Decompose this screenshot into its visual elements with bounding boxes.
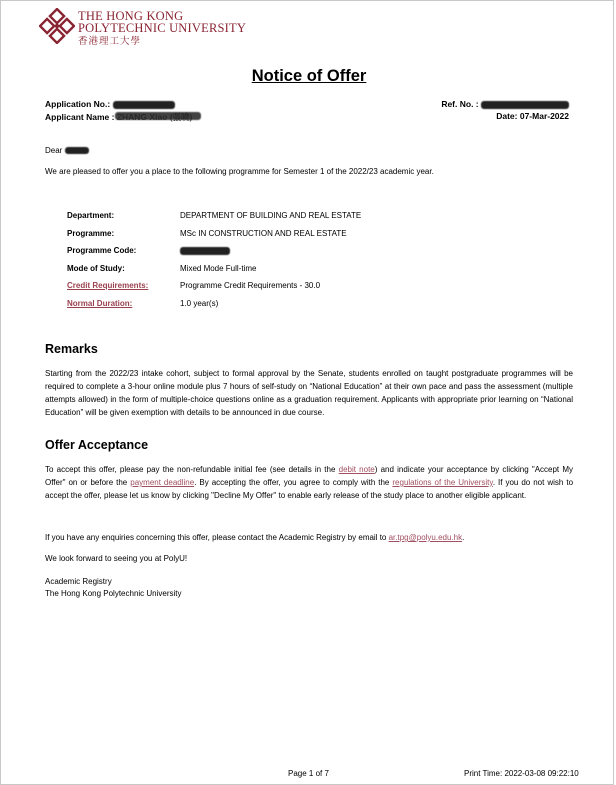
greeting: Dear bbox=[45, 146, 89, 155]
applicant-name-label: Applicant Name : bbox=[45, 112, 115, 122]
detail-value-programme-code bbox=[180, 246, 230, 255]
application-no-row bbox=[45, 99, 175, 109]
detail-label-programme-code: Programme Code: bbox=[67, 246, 137, 255]
email-link[interactable]: ar.tpg@polyu.edu.hk bbox=[388, 533, 463, 542]
redaction-mark bbox=[115, 112, 201, 120]
detail-value-programme: MSc IN CONSTRUCTION AND REAL ESTATE bbox=[180, 229, 347, 238]
redacted-name bbox=[65, 147, 89, 154]
ref-no-row bbox=[441, 99, 569, 109]
polyu-emblem-icon bbox=[39, 8, 75, 44]
detail-value-department: DEPARTMENT OF BUILDING AND REAL ESTATE bbox=[180, 211, 362, 220]
university-logo bbox=[39, 8, 247, 48]
remarks-text: Starting from the 2022/23 intake cohort, subject to formal approval by the Senate, students enrolled on taught postgraduate programmes will be required to complete a 3-hour online module plus 7 hours of self-study on “National Education” at their own pace and pass the assessment (multiple attempts allowed) in the form of multiple-choice questions online as a graduation requirement. Applicants with appropriate prior learning on “National Education” will be given exemption with details to be announced in due course. bbox=[45, 369, 573, 417]
offer-date: Date: 07-Mar-2022 bbox=[496, 111, 569, 121]
detail-label-programme: Programme: bbox=[67, 229, 115, 238]
payment-deadline-link[interactable]: payment deadline bbox=[130, 478, 195, 487]
remarks-heading: Remarks bbox=[45, 342, 98, 356]
redacted-application-no bbox=[113, 101, 175, 109]
normal-duration-link[interactable]: Normal Duration: bbox=[67, 299, 133, 308]
detail-value-credit: Programme Credit Requirements - 30.0 bbox=[180, 281, 321, 290]
intro-text: We are pleased to offer you a place to the following programme for Semester 1 of the 2022/23 academic year. bbox=[45, 167, 434, 176]
logo-name-line2: POLYTECHNIC UNIVERSITY bbox=[78, 21, 247, 35]
page-number: Page 1 of 7 bbox=[288, 769, 329, 778]
signature-line1: Academic Registry bbox=[45, 577, 112, 586]
detail-value-duration: 1.0 year(s) bbox=[180, 299, 219, 308]
detail-value-mode: Mixed Mode Full-time bbox=[180, 264, 257, 273]
print-time: Print Time: 2022-03-08 09:22:10 bbox=[464, 769, 579, 778]
application-no-label: Application No.: bbox=[45, 99, 111, 109]
signature-line2: The Hong Kong Polytechnic University bbox=[45, 589, 182, 598]
redacted-programme-code bbox=[180, 247, 230, 255]
credit-requirements-link[interactable]: Credit Requirements: bbox=[67, 281, 149, 290]
ref-no-label: Ref. No. : bbox=[441, 99, 479, 109]
applicant-name-row bbox=[45, 111, 192, 123]
enquiry-text: If you have any enquiries concerning this offer, please contact the Academic Registry by email to ar.tpg@polyu.edu.hk. bbox=[45, 533, 465, 542]
logo-name-line1: THE HONG KONG bbox=[78, 9, 184, 23]
closing-text: We look forward to seeing you at PolyU! bbox=[45, 554, 188, 563]
acceptance-heading: Offer Acceptance bbox=[45, 438, 149, 452]
redacted-ref-no bbox=[481, 101, 569, 109]
logo-name-chinese: 香港理工大學 bbox=[78, 36, 142, 47]
detail-label-mode: Mode of Study: bbox=[67, 264, 125, 273]
regulations-link[interactable]: regulations of the University bbox=[392, 478, 493, 487]
detail-label-department: Department: bbox=[67, 211, 115, 220]
acceptance-text: To accept this offer, please pay the non-refundable initial fee (see details in the debit note) and indicate your acceptance by clicking "Accept My Offer" on or before the payment deadline. By accepting the offer, you agree to comply with the regulations of the University. If you do not wish to accept the offer, please let us know by clicking "Decline My Offer" to enable early release of the study place to another eligible applicant. bbox=[45, 465, 574, 500]
debit-note-link[interactable]: debit note bbox=[338, 465, 375, 474]
page-title: Notice of Offer bbox=[251, 67, 367, 85]
